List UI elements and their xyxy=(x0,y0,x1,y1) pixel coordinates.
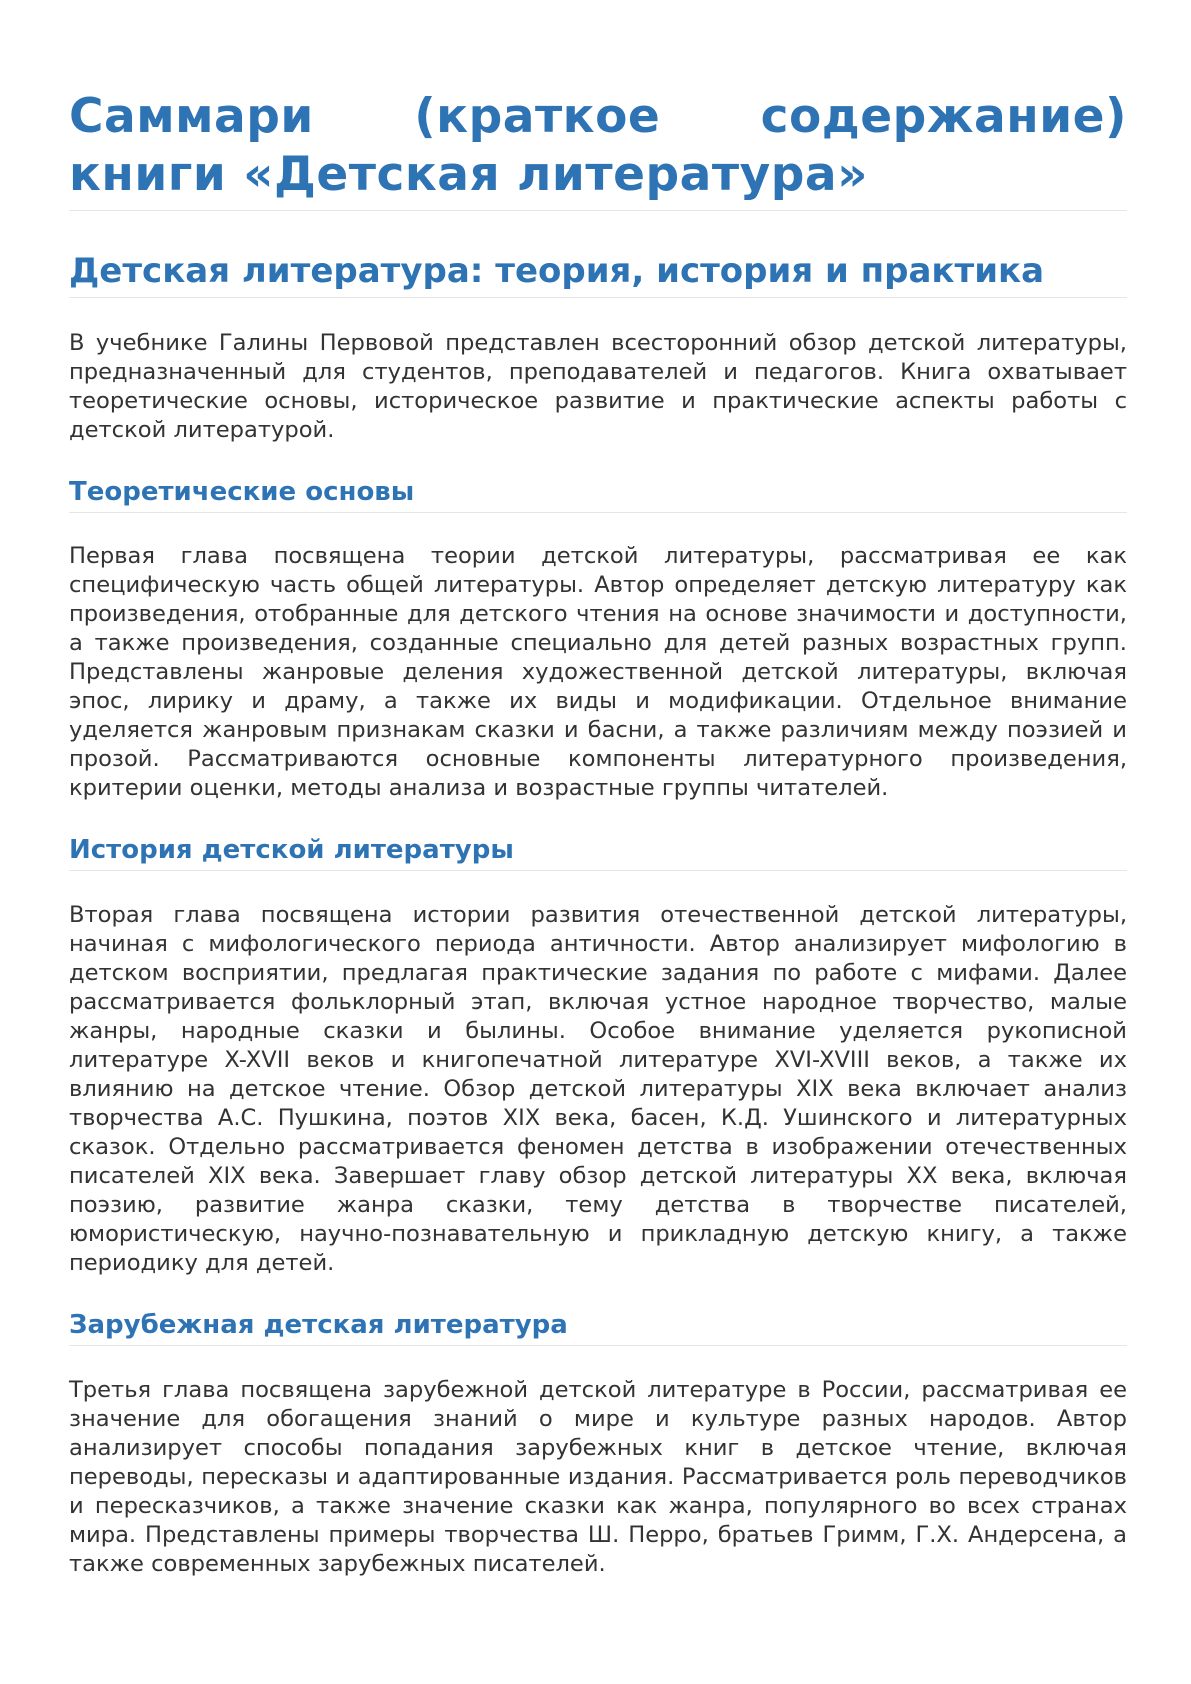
section-paragraph-theory: Первая глава посвящена теории детской литературы, рассматривая ее как специфическую часть общей литературы. Автор определяет детскую литературу как произведения, отобранные для детского чтения на основе значимости и доступности, а также произведения, созданные специально для детей разных возрастных групп. Представлены жанровые деления художественной детской литературы, включая эпос, лирику и драму, а также их виды и модификации. Отдельное внимание уделяется жанровым признакам сказки и басни, а также различиям между поэзией и прозой. Рассматриваются основные компоненты литературного произведения, критерии оценки, методы анализа и возрастные группы читателей. xyxy=(69,543,1127,801)
section-paragraph-history: Вторая глава посвящена истории развития отечественной детской литературы, начиная с мифологического периода античности. Автор анализирует мифологию в детском восприятии, предлагая практические задания по работе с мифами. Далее рассматривается фольклорный этап, включая устное народное творчество, малые жанры, народные сказки и былины. Особое внимание уделяется рукописной литературе X-XVII веков и книгопечатной литературе XVI-XVIII веков, а также их влиянию на детское чтение. Обзор детской литературы XIX века включает анализ творчества А.С. Пушкина, поэтов XIX века, басен, К.Д. Ушинского и литературных сказок. Отдельно рассматривается феномен детства в изображении отечественных писателей XIX века. Завершает главу обзор детской литературы XX века, включая поэзию, развитие жанра сказки, тему детства в творчестве писателей, юмористическую, научно-познавательную и прикладную детскую книгу, а также периодику для детей. xyxy=(69,902,1127,1276)
section-heading-history: История детской литературы xyxy=(69,833,1127,871)
document-title: Саммари (краткое содержание) книги «Детская литература» xyxy=(69,88,1127,211)
section-heading-foreign: Зарубежная детская литература xyxy=(69,1308,1127,1346)
intro-paragraph: В учебнике Галины Первовой представлен всесторонний обзор детской литературы, предназначенный для студентов, преподавателей и педагогов. Книга охватывает теоретические основы, историческое развитие и практические аспекты работы с детской литературой. xyxy=(69,330,1127,443)
section-heading-theory: Теоретические основы xyxy=(69,475,1127,513)
document-page xyxy=(69,88,1127,1579)
document-subtitle: Детская литература: теория, история и практика xyxy=(69,249,1127,298)
section-paragraph-foreign: Третья глава посвящена зарубежной детской литературе в России, рассматривая ее значение для обогащения знаний о мире и культуре разных народов. Автор анализирует способы попадания зарубежных книг в детское чтение, включая переводы, пересказы и адаптированные издания. Рассматривается роль переводчиков и пересказчиков, а также значение сказки как жанра, популярного во всех странах мира. Представлены примеры творчества Ш. Перро, братьев Гримм, Г.Х. Андерсена, а также современных зарубежных писателей. xyxy=(69,1377,1127,1577)
